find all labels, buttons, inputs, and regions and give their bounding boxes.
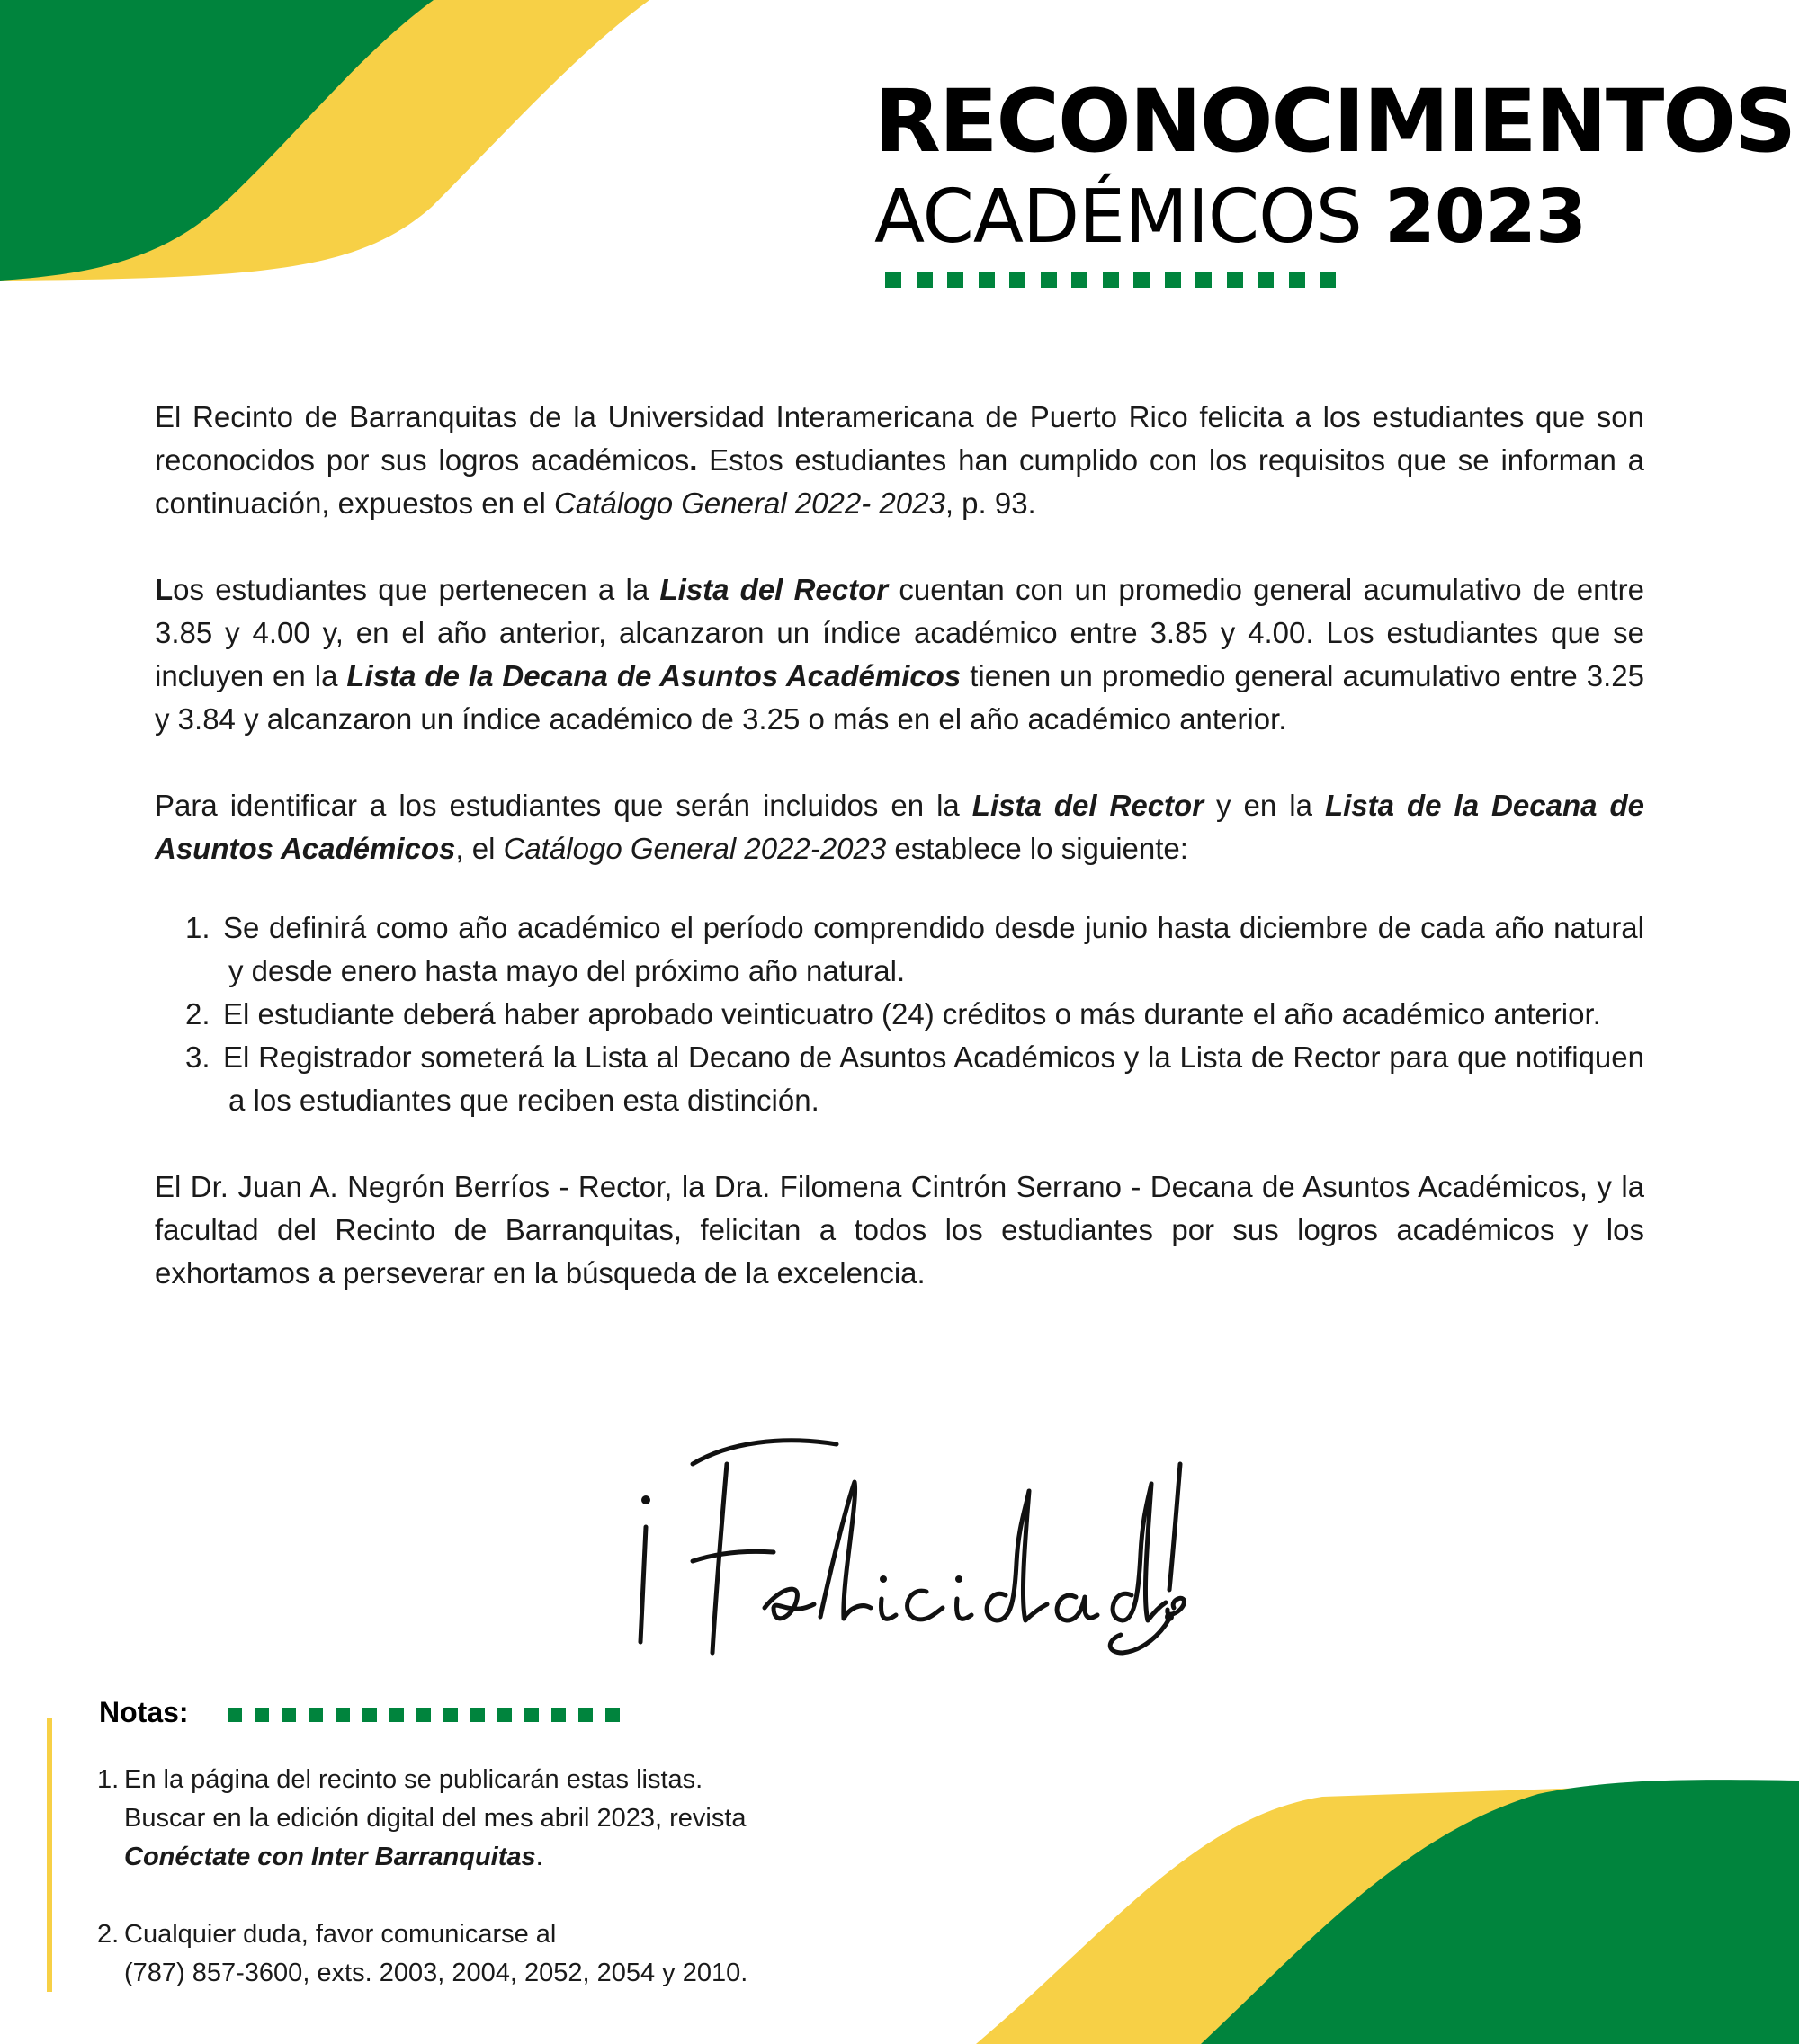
contact-phone: (787) 857-3600, exts. 2003, 2004, 2052, 2054 y 2010.	[124, 1959, 748, 1987]
list-item: 2. El estudiante deberá haber aprobado veinticuatro (24) créditos o más durante el año académico anterior.	[185, 997, 1601, 1031]
closing-paragraph: El Dr. Juan A. Negrón Berríos - Rector, la Dra. Filomena Cintrón Serrano - Decana de Asuntos Académicos, y la facultad del Recinto de Barranquitas, felicitan a todos los estudiantes por sus logros académicos y los exhortamos a perseverar en la búsqueda de la excelencia.	[155, 1170, 1644, 1290]
felicidades-script	[630, 1428, 1187, 1662]
title-dotted-divider	[885, 272, 1336, 288]
notes-label: Notas:	[99, 1696, 189, 1728]
list-item: 2. Cualquier duda, favor comunicarse al (787) 857-3600, exts. 2003, 2004, 2052, 2054 y 2010.	[97, 1915, 907, 1993]
list-item: 1. Se definirá como año académico el período comprendido desde junio hasta diciembre de cada año natural y desde enero hasta mayo del próximo año natural.	[185, 911, 1644, 987]
magazine-name: Conéctate con Inter Barranquitas	[124, 1843, 536, 1871]
dean-list-term: Lista de la Decana de Asuntos Académicos	[346, 659, 962, 692]
title-year: 2023	[1383, 174, 1587, 260]
notes-list	[97, 1761, 907, 2031]
bottom-right-band	[976, 1780, 1799, 2044]
intro-paragraph: El Recinto de Barranquitas de la Universidad Interamericana de Puerto Rico felicita a los estudiantes que son reconocidos por sus logros académicos. Estos estudiantes han cumplido con los requisitos que se informan a continuación, expuestos en el Catálogo General 2022- 2023, p. 93.	[155, 400, 1644, 520]
catalog-reference: Catálogo General 2022- 2023	[553, 486, 945, 520]
identify-paragraph: Para identificar a los estudiantes que serán incluidos en la Lista del Rector y en la Lista de la Decana de Asuntos Académicos, el Catálogo General 2022-2023 establece lo siguiente:	[155, 789, 1644, 865]
title-academicos: ACADÉMICOS	[874, 174, 1362, 260]
title-line-1: RECONOCIMIENTOS	[874, 71, 1795, 172]
top-left-band	[0, 0, 649, 281]
criteria-paragraph: Los estudiantes que pertenecen a la Lista del Rector cuentan con un promedio general acumulativo de entre 3.85 y 4.00 y, en el año anterior, alcanzaron un índice académico entre 3.85 y 4.00. Los estudiantes que se incluyen en la Lista de la Decana de Asuntos Académicos tienen un promedio general acumulativo entre 3.25 y 3.84 y alcanzaron un índice académico de 3.25 o más en el año académico anterior.	[155, 573, 1644, 736]
main-content	[155, 396, 1644, 1295]
rector-list-term: Lista del Rector	[659, 573, 889, 606]
notes-accent-bar	[47, 1718, 52, 1992]
rules-list	[155, 906, 1644, 1122]
page-title	[874, 71, 1795, 264]
list-item: 1. En la página del recinto se publicarán estas listas. Buscar en la edición digital del mes abril 2023, revista Conéctate con Inter Barranquitas.	[97, 1765, 747, 1871]
title-line-2	[874, 171, 1774, 264]
list-item: 3. El Registrador someterá la Lista al Decano de Asuntos Académicos y la Lista de Rector para que notifiquen a los estudiantes que reciben esta distinción.	[185, 1040, 1644, 1117]
notes-dotted-divider	[228, 1708, 620, 1722]
